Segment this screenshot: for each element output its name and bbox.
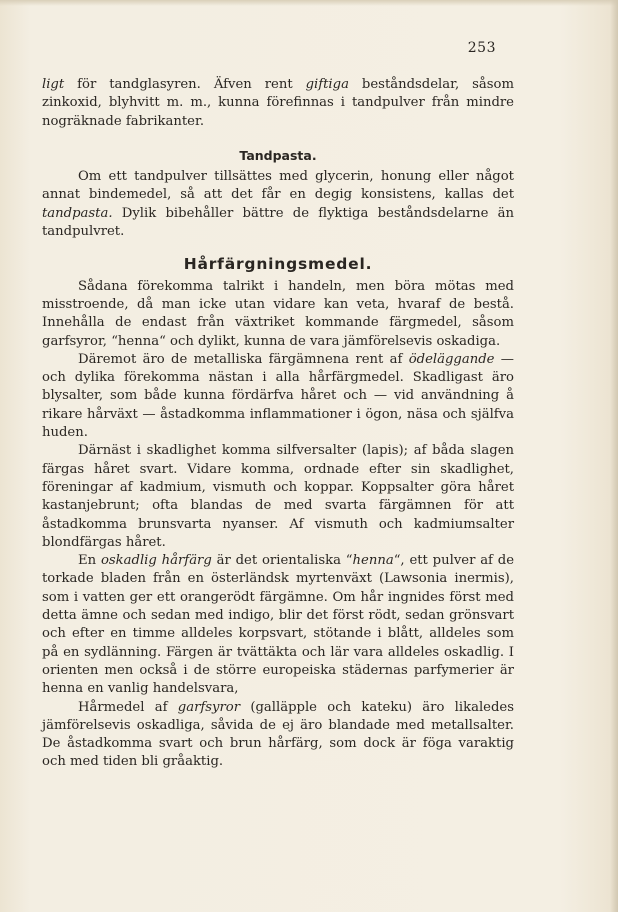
paragraph-4-text-b: — och dylika förekomma nästan i alla hårfärgmedel. Skadligast äro blysalter, som både kunna fördärfva håret och — vid användning å rikare hårväxt — åstadkomma inflammationer i ögon, näsa och själfva huden.: [42, 351, 514, 441]
section-heading-tandpasta: Tandpasta.: [239, 147, 317, 163]
paragraph-6-text-b: är det orientaliska “: [211, 553, 353, 569]
emphasis-odelaggande: ödeläggande: [408, 351, 495, 367]
paragraph-1: [42, 76, 514, 131]
paragraph-2-text-a: Om ett tandpulver tillsättes med glycerin, honung eller något annat bindemedel, så att det får en degig konsistens, kallas det: [42, 169, 514, 203]
paragraph-1-text-a: för tandglasyren. Äfven rent: [64, 77, 306, 92]
emphasis-giftiga: giftiga: [305, 77, 349, 92]
paragraph-7: [42, 699, 514, 772]
paragraph-6-text-a: En: [78, 553, 101, 569]
paragraph-7-text-b: (galläpple och kateku) äro likaledes jämförelsevis oskadliga, såvida de ej äro blandade med metallsalter. De åstadkomma svart och brun hårfärg, som dock är föga varaktig och med tiden bli gråaktig.: [42, 699, 514, 770]
paragraph-7-text-a: Hårmedel af: [78, 699, 178, 715]
paragraph-4: [42, 351, 514, 442]
emphasis-garfsyror: garfsyror: [177, 699, 241, 715]
emphasis-oskadlig-harfarg: oskadlig hårfärg: [100, 553, 212, 569]
page-edge-top: [0, 0, 618, 6]
body-text: [42, 76, 514, 772]
emphasis-tandpasta: tandpasta.: [42, 205, 113, 221]
paragraph-6: [42, 552, 514, 698]
paragraph-2-text-b: Dylik bibehåller bättre de flyktiga beståndsdelarne än tandpulvret.: [42, 205, 514, 240]
emphasis-henna: henna: [352, 553, 394, 569]
page-number: 253: [467, 40, 496, 56]
paragraph-3: Sådana förekomma talrikt i handeln, men böra mötas med misstroende, då man icke utan vidare kan veta, hvaraf de bestå. Innehålla de endast från växtriket kommande färgmedel, såsom garfsyror, “henna“ och dylikt, kunna de vara jämförelsevis oskadiga.: [42, 278, 514, 349]
section-heading-harfargningsmedel: Hårfärgningsmedel.: [183, 255, 373, 274]
page-edge-right: [610, 0, 618, 912]
paragraph-4-text-a: Däremot äro de metalliska färgämnena rent af: [78, 351, 409, 367]
paragraph-2: [42, 168, 514, 241]
paragraph-6-text-c: “, ett pulver af de torkade bladen från en österländsk myrtenväxt (Lawsonia inermis), som i vatten ger ett orangerödt färgämne. Om hår ingnides först med detta ämne och sedan med indigo, blir det först rödt, sedan grönsvart och efter en timme alldeles korpsvart, stötande i blått, alldeles som på en sydlänning. Färgen är tvättäkta och lär vara alldeles oskadlig. I orienten men också i de större europeiska städernas parfymerier är henna en vanlig handelsvara,: [42, 553, 515, 697]
emphasis-ligt: ligt: [42, 77, 65, 92]
paragraph-5: Därnäst i skadlighet komma silfversalter (lapis); af båda slagen färgas håret svart. Vidare komma, ordnade efter sin skadlighet, föreningar af kadmium, vismuth och koppar. Koppsalter göra håret kastanjebrunt; ofta blandas de med svarta färgämnen för att åstadkomma brunsvarta nyanser. Af vismuth och kadmiumsalter blondfärgas håret.: [42, 443, 514, 550]
paragraph-1-text-b: beståndsdelar, såsom zinkoxid, blyhvitt m. m., kunna förefinnas i tandpulver från mindre nogräknade fabrikanter.: [42, 77, 514, 129]
